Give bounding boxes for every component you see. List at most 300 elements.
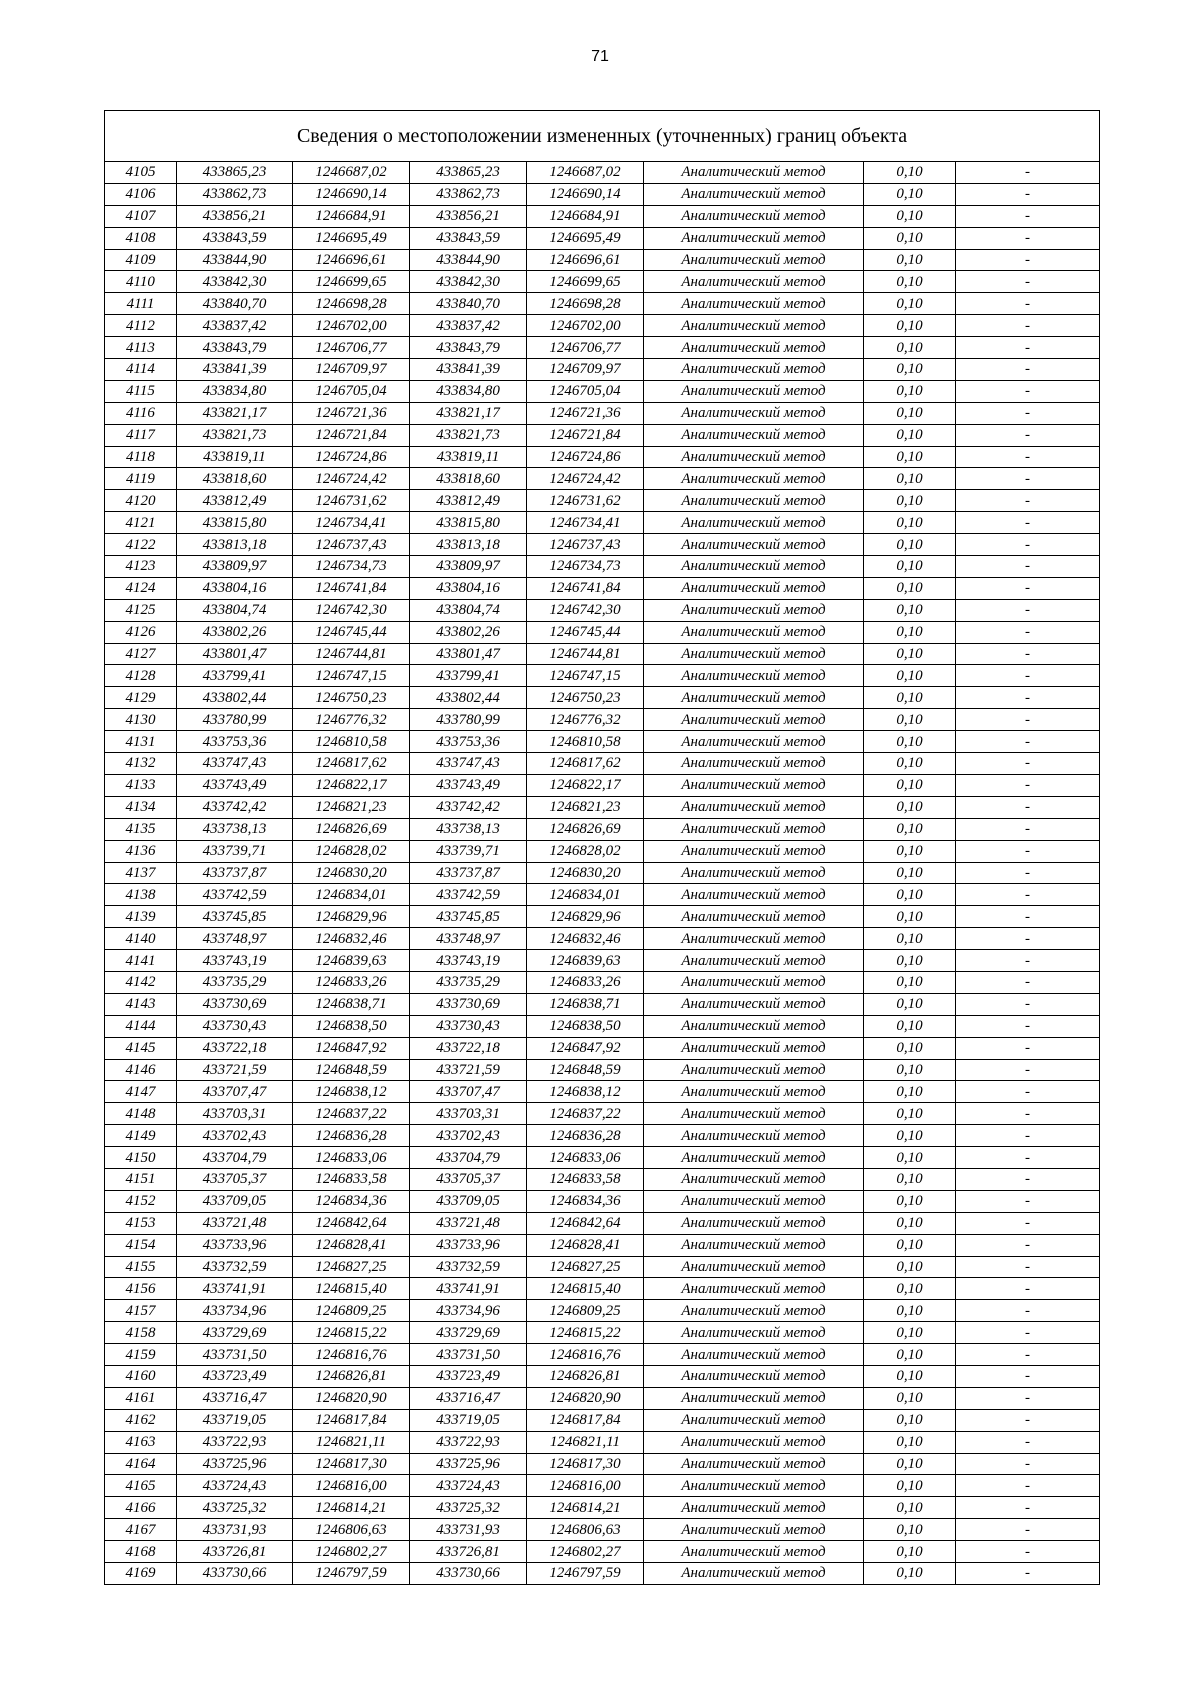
cell-method: Аналитический метод <box>644 1300 864 1322</box>
cell-point-number: 4147 <box>105 1081 177 1103</box>
cell-point-number: 4126 <box>105 621 177 643</box>
table-row <box>105 774 1100 796</box>
cell-old-y: 1246832,46 <box>293 928 410 950</box>
cell-method: Аналитический метод <box>644 1541 864 1563</box>
cell-note: - <box>956 643 1100 665</box>
cell-old-y: 1246834,01 <box>293 884 410 906</box>
cell-old-y: 1246830,20 <box>293 862 410 884</box>
cell-point-number: 4130 <box>105 709 177 731</box>
cell-old-y: 1246721,84 <box>293 424 410 446</box>
cell-point-number: 4140 <box>105 928 177 950</box>
cell-method: Аналитический метод <box>644 359 864 381</box>
cell-accuracy: 0,10 <box>864 1168 956 1190</box>
cell-point-number: 4125 <box>105 599 177 621</box>
cell-method: Аналитический метод <box>644 424 864 446</box>
cell-point-number: 4148 <box>105 1103 177 1125</box>
table-row <box>105 490 1100 512</box>
cell-new-y: 1246837,22 <box>527 1103 644 1125</box>
cell-accuracy: 0,10 <box>864 380 956 402</box>
cell-point-number: 4141 <box>105 950 177 972</box>
cell-accuracy: 0,10 <box>864 1497 956 1519</box>
cell-old-x: 433731,93 <box>177 1519 293 1541</box>
cell-new-y: 1246702,00 <box>527 315 644 337</box>
cell-method: Аналитический метод <box>644 1256 864 1278</box>
cell-note: - <box>956 512 1100 534</box>
cell-method: Аналитический метод <box>644 796 864 818</box>
cell-new-x: 433738,13 <box>410 818 527 840</box>
cell-point-number: 4155 <box>105 1256 177 1278</box>
cell-new-y: 1246847,92 <box>527 1037 644 1059</box>
cell-method: Аналитический метод <box>644 490 864 512</box>
cell-method: Аналитический метод <box>644 162 864 184</box>
cell-old-y: 1246744,81 <box>293 643 410 665</box>
cell-point-number: 4158 <box>105 1322 177 1344</box>
cell-new-y: 1246833,58 <box>527 1168 644 1190</box>
cell-accuracy: 0,10 <box>864 1147 956 1169</box>
cell-point-number: 4145 <box>105 1037 177 1059</box>
cell-new-x: 433726,81 <box>410 1541 527 1563</box>
cell-accuracy: 0,10 <box>864 1453 956 1475</box>
cell-method: Аналитический метод <box>644 1278 864 1300</box>
cell-point-number: 4110 <box>105 271 177 293</box>
cell-note: - <box>956 1409 1100 1431</box>
cell-new-x: 433747,43 <box>410 753 527 775</box>
cell-method: Аналитический метод <box>644 950 864 972</box>
cell-old-y: 1246816,76 <box>293 1344 410 1366</box>
cell-new-y: 1246696,61 <box>527 249 644 271</box>
cell-old-y: 1246741,84 <box>293 577 410 599</box>
table-row <box>105 884 1100 906</box>
cell-old-y: 1246750,23 <box>293 687 410 709</box>
cell-point-number: 4116 <box>105 402 177 424</box>
cell-new-x: 433702,43 <box>410 1125 527 1147</box>
cell-old-y: 1246816,00 <box>293 1475 410 1497</box>
table-row <box>105 1212 1100 1234</box>
cell-accuracy: 0,10 <box>864 424 956 446</box>
cell-old-y: 1246776,32 <box>293 709 410 731</box>
cell-accuracy: 0,10 <box>864 818 956 840</box>
cell-new-y: 1246834,01 <box>527 884 644 906</box>
cell-new-x: 433799,41 <box>410 665 527 687</box>
cell-method: Аналитический метод <box>644 1497 864 1519</box>
cell-old-y: 1246829,96 <box>293 906 410 928</box>
cell-new-x: 433840,70 <box>410 293 527 315</box>
cell-note: - <box>956 1278 1100 1300</box>
cell-note: - <box>956 906 1100 928</box>
cell-old-y: 1246826,69 <box>293 818 410 840</box>
cell-new-x: 433862,73 <box>410 183 527 205</box>
table-row <box>105 643 1100 665</box>
cell-point-number: 4114 <box>105 359 177 381</box>
table-row <box>105 709 1100 731</box>
cell-accuracy: 0,10 <box>864 1212 956 1234</box>
cell-old-y: 1246709,97 <box>293 359 410 381</box>
cell-old-x: 433843,79 <box>177 337 293 359</box>
cell-new-x: 433815,80 <box>410 512 527 534</box>
cell-new-x: 433819,11 <box>410 446 527 468</box>
cell-new-y: 1246690,14 <box>527 183 644 205</box>
cell-accuracy: 0,10 <box>864 731 956 753</box>
cell-accuracy: 0,10 <box>864 643 956 665</box>
cell-accuracy: 0,10 <box>864 796 956 818</box>
cell-old-y: 1246810,58 <box>293 731 410 753</box>
cell-new-y: 1246817,84 <box>527 1409 644 1431</box>
cell-method: Аналитический метод <box>644 1409 864 1431</box>
cell-old-x: 433837,42 <box>177 315 293 337</box>
cell-note: - <box>956 621 1100 643</box>
cell-accuracy: 0,10 <box>864 1037 956 1059</box>
cell-old-x: 433726,81 <box>177 1541 293 1563</box>
cell-point-number: 4109 <box>105 249 177 271</box>
cell-old-y: 1246702,00 <box>293 315 410 337</box>
cell-old-y: 1246802,27 <box>293 1541 410 1563</box>
cell-point-number: 4136 <box>105 840 177 862</box>
cell-old-x: 433729,69 <box>177 1322 293 1344</box>
cell-note: - <box>956 315 1100 337</box>
cell-point-number: 4132 <box>105 753 177 775</box>
table-row <box>105 1322 1100 1344</box>
table-row <box>105 162 1100 184</box>
cell-method: Аналитический метод <box>644 1453 864 1475</box>
cell-note: - <box>956 1387 1100 1409</box>
cell-method: Аналитический метод <box>644 753 864 775</box>
cell-new-y: 1246817,30 <box>527 1453 644 1475</box>
cell-old-y: 1246834,36 <box>293 1190 410 1212</box>
cell-accuracy: 0,10 <box>864 512 956 534</box>
cell-point-number: 4123 <box>105 556 177 578</box>
cell-accuracy: 0,10 <box>864 753 956 775</box>
cell-old-x: 433716,47 <box>177 1387 293 1409</box>
cell-accuracy: 0,10 <box>864 205 956 227</box>
cell-method: Аналитический метод <box>644 512 864 534</box>
cell-method: Аналитический метод <box>644 1519 864 1541</box>
cell-new-y: 1246705,04 <box>527 380 644 402</box>
cell-old-y: 1246687,02 <box>293 162 410 184</box>
cell-note: - <box>956 468 1100 490</box>
cell-new-y: 1246747,15 <box>527 665 644 687</box>
cell-point-number: 4138 <box>105 884 177 906</box>
table-row <box>105 359 1100 381</box>
cell-point-number: 4153 <box>105 1212 177 1234</box>
cell-method: Аналитический метод <box>644 227 864 249</box>
cell-new-x: 433730,66 <box>410 1563 527 1585</box>
cell-old-y: 1246699,65 <box>293 271 410 293</box>
cell-new-y: 1246742,30 <box>527 599 644 621</box>
cell-note: - <box>956 1037 1100 1059</box>
cell-old-x: 433821,17 <box>177 402 293 424</box>
cell-new-y: 1246821,23 <box>527 796 644 818</box>
table-row <box>105 577 1100 599</box>
cell-old-y: 1246695,49 <box>293 227 410 249</box>
cell-new-x: 433719,05 <box>410 1409 527 1431</box>
cell-new-x: 433730,69 <box>410 993 527 1015</box>
cell-method: Аналитический метод <box>644 468 864 490</box>
cell-old-x: 433821,73 <box>177 424 293 446</box>
cell-new-x: 433724,43 <box>410 1475 527 1497</box>
cell-new-y: 1246816,76 <box>527 1344 644 1366</box>
cell-new-x: 433801,47 <box>410 643 527 665</box>
cell-old-x: 433737,87 <box>177 862 293 884</box>
cell-new-y: 1246744,81 <box>527 643 644 665</box>
cell-old-y: 1246734,73 <box>293 556 410 578</box>
cell-method: Аналитический метод <box>644 1147 864 1169</box>
cell-method: Аналитический метод <box>644 862 864 884</box>
cell-method: Аналитический метод <box>644 1322 864 1344</box>
table-row <box>105 337 1100 359</box>
table-row <box>105 1497 1100 1519</box>
cell-point-number: 4117 <box>105 424 177 446</box>
cell-old-y: 1246821,11 <box>293 1431 410 1453</box>
cell-old-x: 433738,13 <box>177 818 293 840</box>
cell-accuracy: 0,10 <box>864 293 956 315</box>
cell-new-x: 433735,29 <box>410 971 527 993</box>
cell-old-y: 1246817,62 <box>293 753 410 775</box>
table-row <box>105 1168 1100 1190</box>
cell-new-y: 1246838,50 <box>527 1015 644 1037</box>
cell-point-number: 4112 <box>105 315 177 337</box>
cell-old-x: 433843,59 <box>177 227 293 249</box>
cell-point-number: 4106 <box>105 183 177 205</box>
cell-note: - <box>956 1344 1100 1366</box>
cell-point-number: 4142 <box>105 971 177 993</box>
cell-note: - <box>956 534 1100 556</box>
cell-old-y: 1246806,63 <box>293 1519 410 1541</box>
cell-point-number: 4166 <box>105 1497 177 1519</box>
cell-note: - <box>956 162 1100 184</box>
cell-method: Аналитический метод <box>644 271 864 293</box>
cell-old-x: 433865,23 <box>177 162 293 184</box>
cell-point-number: 4122 <box>105 534 177 556</box>
cell-old-y: 1246837,22 <box>293 1103 410 1125</box>
cell-new-x: 433802,26 <box>410 621 527 643</box>
cell-new-x: 433818,60 <box>410 468 527 490</box>
table-row <box>105 796 1100 818</box>
cell-old-y: 1246690,14 <box>293 183 410 205</box>
cell-note: - <box>956 249 1100 271</box>
cell-old-y: 1246721,36 <box>293 402 410 424</box>
cell-note: - <box>956 840 1100 862</box>
cell-note: - <box>956 1519 1100 1541</box>
cell-old-y: 1246734,41 <box>293 512 410 534</box>
cell-note: - <box>956 1453 1100 1475</box>
cell-point-number: 4133 <box>105 774 177 796</box>
cell-new-y: 1246698,28 <box>527 293 644 315</box>
cell-new-y: 1246687,02 <box>527 162 644 184</box>
cell-old-y: 1246815,40 <box>293 1278 410 1300</box>
cell-new-x: 433843,79 <box>410 337 527 359</box>
cell-method: Аналитический метод <box>644 1365 864 1387</box>
cell-old-y: 1246815,22 <box>293 1322 410 1344</box>
cell-new-y: 1246731,62 <box>527 490 644 512</box>
cell-old-x: 433745,85 <box>177 906 293 928</box>
cell-note: - <box>956 359 1100 381</box>
cell-point-number: 4137 <box>105 862 177 884</box>
cell-accuracy: 0,10 <box>864 183 956 205</box>
cell-new-y: 1246776,32 <box>527 709 644 731</box>
table-row <box>105 1125 1100 1147</box>
cell-note: - <box>956 862 1100 884</box>
cell-old-x: 433804,16 <box>177 577 293 599</box>
cell-note: - <box>956 402 1100 424</box>
table-row <box>105 906 1100 928</box>
cell-note: - <box>956 1212 1100 1234</box>
cell-old-y: 1246706,77 <box>293 337 410 359</box>
cell-new-x: 433742,59 <box>410 884 527 906</box>
cell-old-y: 1246822,17 <box>293 774 410 796</box>
cell-accuracy: 0,10 <box>864 1300 956 1322</box>
table-row <box>105 249 1100 271</box>
cell-accuracy: 0,10 <box>864 402 956 424</box>
cell-old-y: 1246814,21 <box>293 1497 410 1519</box>
cell-note: - <box>956 1147 1100 1169</box>
cell-new-x: 433731,50 <box>410 1344 527 1366</box>
cell-point-number: 4161 <box>105 1387 177 1409</box>
cell-point-number: 4129 <box>105 687 177 709</box>
cell-new-x: 433723,49 <box>410 1365 527 1387</box>
cell-old-y: 1246684,91 <box>293 205 410 227</box>
cell-old-x: 433732,59 <box>177 1256 293 1278</box>
table-row <box>105 862 1100 884</box>
table-row <box>105 1278 1100 1300</box>
cell-new-y: 1246814,21 <box>527 1497 644 1519</box>
cell-old-y: 1246833,06 <box>293 1147 410 1169</box>
cell-method: Аналитический метод <box>644 534 864 556</box>
cell-method: Аналитический метод <box>644 621 864 643</box>
cell-note: - <box>956 1015 1100 1037</box>
cell-old-x: 433856,21 <box>177 205 293 227</box>
table-row <box>105 315 1100 337</box>
cell-old-y: 1246737,43 <box>293 534 410 556</box>
table-row <box>105 293 1100 315</box>
cell-method: Аналитический метод <box>644 1125 864 1147</box>
table-row <box>105 665 1100 687</box>
cell-point-number: 4115 <box>105 380 177 402</box>
cell-accuracy: 0,10 <box>864 621 956 643</box>
cell-method: Аналитический метод <box>644 556 864 578</box>
table-row <box>105 424 1100 446</box>
cell-old-x: 433747,43 <box>177 753 293 775</box>
cell-old-x: 433819,11 <box>177 446 293 468</box>
table-row <box>105 1409 1100 1431</box>
table-row <box>105 1541 1100 1563</box>
cell-method: Аналитический метод <box>644 906 864 928</box>
cell-old-x: 433743,19 <box>177 950 293 972</box>
cell-old-x: 433840,70 <box>177 293 293 315</box>
table-row <box>105 534 1100 556</box>
table-row <box>105 1081 1100 1103</box>
cell-old-x: 433733,96 <box>177 1234 293 1256</box>
cell-old-y: 1246817,84 <box>293 1409 410 1431</box>
cell-old-y: 1246745,44 <box>293 621 410 643</box>
cell-accuracy: 0,10 <box>864 993 956 1015</box>
table-title: Сведения о местоположении измененных (уточненных) границ объекта <box>105 111 1100 162</box>
cell-note: - <box>956 1234 1100 1256</box>
table-row <box>105 468 1100 490</box>
cell-point-number: 4162 <box>105 1409 177 1431</box>
cell-old-x: 433702,43 <box>177 1125 293 1147</box>
cell-new-x: 433716,47 <box>410 1387 527 1409</box>
cell-accuracy: 0,10 <box>864 1387 956 1409</box>
cell-old-x: 433725,32 <box>177 1497 293 1519</box>
cell-method: Аналитический метод <box>644 643 864 665</box>
table-row <box>105 402 1100 424</box>
cell-point-number: 4154 <box>105 1234 177 1256</box>
cell-new-y: 1246829,96 <box>527 906 644 928</box>
cell-method: Аналитический метод <box>644 774 864 796</box>
cell-new-x: 433709,05 <box>410 1190 527 1212</box>
cell-new-y: 1246817,62 <box>527 753 644 775</box>
cell-method: Аналитический метод <box>644 1344 864 1366</box>
table-row <box>105 993 1100 1015</box>
cell-new-y: 1246750,23 <box>527 687 644 709</box>
cell-new-y: 1246816,00 <box>527 1475 644 1497</box>
cell-method: Аналитический метод <box>644 1059 864 1081</box>
cell-point-number: 4128 <box>105 665 177 687</box>
cell-new-x: 433802,44 <box>410 687 527 709</box>
cell-new-y: 1246734,73 <box>527 556 644 578</box>
table-row <box>105 1103 1100 1125</box>
cell-new-y: 1246806,63 <box>527 1519 644 1541</box>
cell-new-y: 1246810,58 <box>527 731 644 753</box>
cell-note: - <box>956 1103 1100 1125</box>
cell-old-x: 433725,96 <box>177 1453 293 1475</box>
table-row <box>105 1431 1100 1453</box>
cell-method: Аналитический метод <box>644 205 864 227</box>
cell-new-y: 1246815,22 <box>527 1322 644 1344</box>
cell-accuracy: 0,10 <box>864 1344 956 1366</box>
cell-accuracy: 0,10 <box>864 862 956 884</box>
cell-accuracy: 0,10 <box>864 1125 956 1147</box>
cell-note: - <box>956 1475 1100 1497</box>
table-row <box>105 1475 1100 1497</box>
cell-new-x: 433804,16 <box>410 577 527 599</box>
table-row <box>105 380 1100 402</box>
cell-method: Аналитический метод <box>644 687 864 709</box>
cell-new-y: 1246734,41 <box>527 512 644 534</box>
cell-point-number: 4105 <box>105 162 177 184</box>
cell-new-x: 433734,96 <box>410 1300 527 1322</box>
cell-note: - <box>956 1190 1100 1212</box>
cell-new-y: 1246848,59 <box>527 1059 644 1081</box>
cell-accuracy: 0,10 <box>864 1015 956 1037</box>
cell-point-number: 4143 <box>105 993 177 1015</box>
cell-new-y: 1246833,06 <box>527 1147 644 1169</box>
cell-new-y: 1246809,25 <box>527 1300 644 1322</box>
cell-new-x: 433729,69 <box>410 1322 527 1344</box>
cell-note: - <box>956 380 1100 402</box>
cell-accuracy: 0,10 <box>864 1563 956 1585</box>
cell-note: - <box>956 490 1100 512</box>
cell-old-x: 433707,47 <box>177 1081 293 1103</box>
cell-note: - <box>956 1322 1100 1344</box>
cell-accuracy: 0,10 <box>864 1541 956 1563</box>
cell-old-x: 433722,93 <box>177 1431 293 1453</box>
cell-method: Аналитический метод <box>644 1037 864 1059</box>
cell-new-y: 1246737,43 <box>527 534 644 556</box>
cell-method: Аналитический метод <box>644 446 864 468</box>
table-row <box>105 1059 1100 1081</box>
cell-note: - <box>956 183 1100 205</box>
cell-old-x: 433734,96 <box>177 1300 293 1322</box>
cell-note: - <box>956 1125 1100 1147</box>
cell-old-y: 1246838,50 <box>293 1015 410 1037</box>
cell-old-x: 433741,91 <box>177 1278 293 1300</box>
cell-new-y: 1246830,20 <box>527 862 644 884</box>
table-row <box>105 1015 1100 1037</box>
table-row <box>105 971 1100 993</box>
cell-point-number: 4152 <box>105 1190 177 1212</box>
cell-note: - <box>956 884 1100 906</box>
